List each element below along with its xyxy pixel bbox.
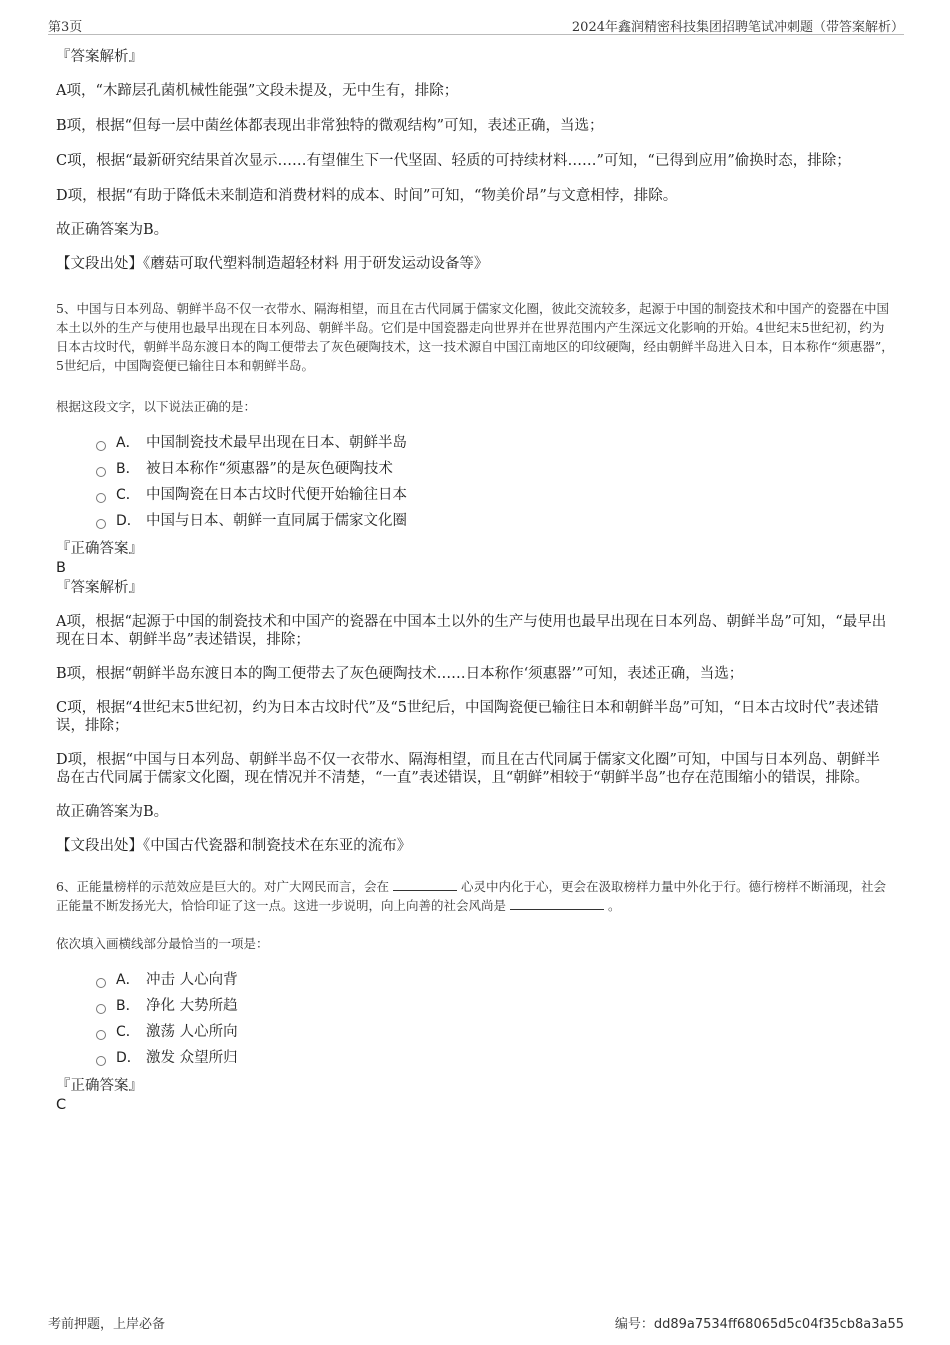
- analysis-a: A项，根据“起源于中国的制瓷技术和中国产的瓷器在中国本土以外的生产与使用也最早出现在日本列岛、朝鲜半岛”可知，“最早出现在日本、朝鲜半岛”表述错误，排除；: [56, 614, 887, 648]
- analysis-b: B项，根据“朝鲜半岛东渡日本的陶工便带去了灰色硬陶技术……日本称作‘须惠器’”可知，表述正确，当选；: [56, 666, 744, 682]
- analysis-heading: 『答案解析』: [56, 49, 143, 65]
- option-letter: B．: [116, 461, 140, 477]
- analysis-c: C项，根据“最新研究结果首次显示……有望催生下一代坚固、轻质的可持续材料……”可知，“已得到应用”偷换时态，排除；: [56, 153, 851, 169]
- document-id: [615, 1313, 904, 1332]
- question-text: [56, 877, 894, 915]
- question-text-part2: 心灵中内化于心，更会在汲取榜样力量中外化于行。德行榜样不断涌现，社会正能量不断发扬光大，恰恰印证了这一点。这进一步说明，向上向善的社会风尚是: [56, 879, 886, 913]
- option-text: 中国陶瓷在日本古坟时代便开始输往日本: [146, 487, 407, 503]
- option-a[interactable]: [96, 430, 894, 456]
- document-title: 2024年鑫润精密科技集团招聘笔试冲刺题（带答案解析）: [571, 20, 904, 35]
- fill-blank-1: [393, 878, 457, 891]
- radio-button[interactable]: [96, 978, 106, 988]
- radio-button[interactable]: [96, 1030, 106, 1040]
- page-header: [48, 14, 904, 35]
- footer-slogan: 考前押题，上岸必备: [48, 1317, 166, 1332]
- question-prompt: 根据这段文字，以下说法正确的是：: [56, 399, 257, 414]
- option-list: [96, 430, 894, 534]
- option-text: 激荡 人心所向: [146, 1024, 238, 1040]
- document-id-value: dd89a7534ff68065d5c04f35cb8a3a55: [653, 1317, 904, 1332]
- document-id-label: 编号：: [614, 1317, 654, 1332]
- radio-button[interactable]: [96, 1004, 106, 1014]
- option-text: 净化 大势所趋: [146, 998, 238, 1014]
- page-number: 第3页: [48, 20, 83, 35]
- question-6: [56, 877, 894, 1114]
- option-letter: A．: [116, 972, 140, 988]
- analysis-conclusion: 故正确答案为B。: [56, 804, 169, 820]
- option-d[interactable]: [96, 508, 894, 534]
- question-5: [56, 299, 894, 855]
- option-text: 中国与日本、朝鲜一直同属于儒家文化圈: [146, 513, 407, 529]
- correct-answer-heading: 『正确答案』: [56, 1078, 143, 1094]
- question-text-part3: 。: [608, 898, 621, 913]
- option-b[interactable]: [96, 993, 894, 1019]
- fill-blank-2: [510, 897, 604, 910]
- analysis-d: D项，根据“有助于降低未来制造和消费材料的成本、时间”可知，“物美价昂”与文意相悖，排除。: [56, 188, 678, 204]
- analysis-conclusion: 故正确答案为B。: [56, 222, 169, 238]
- radio-button[interactable]: [96, 493, 106, 503]
- option-letter: D．: [116, 513, 141, 529]
- option-letter: C．: [116, 1024, 140, 1040]
- correct-answer-heading: 『正确答案』: [56, 541, 143, 557]
- option-text: 冲击 人心向背: [146, 972, 238, 988]
- option-letter: D．: [116, 1050, 141, 1066]
- option-b[interactable]: [96, 456, 894, 482]
- radio-button[interactable]: [96, 467, 106, 477]
- option-letter: A．: [116, 435, 140, 451]
- question-text: 5、中国与日本列岛、朝鲜半岛不仅一衣带水、隔海相望，而且在古代同属于儒家文化圈，彼此交流较多，起源于中国的制瓷技术和中国产的瓷器在中国本土以外的生产与使用也最早出现在日本列岛、朝鲜半岛。它们是中国瓷器走向世界并在世界范围内产生深远文化影响的开始。4世纪末5世纪初，约为日本古坟时代，朝鲜半岛东渡日本的陶工便带去了灰色硬陶技术，这一技术源自中国江南地区的印纹硬陶，经由朝鲜半岛进入日本，日本称作“须惠器”，5世纪后，中国陶瓷便已输往日本和朝鲜半岛。: [56, 301, 894, 373]
- option-c[interactable]: [96, 1019, 894, 1045]
- radio-button[interactable]: [96, 1056, 106, 1066]
- question-prompt: 依次填入画横线部分最恰当的一项是：: [56, 936, 269, 951]
- radio-button[interactable]: [96, 519, 106, 529]
- option-list: [96, 967, 894, 1071]
- analysis-d: D项，根据“中国与日本列岛、朝鲜半岛不仅一衣带水、隔海相望，而且在古代同属于儒家文化圈”可知，中国与日本列岛、朝鲜半岛在古代同属于儒家文化圈，现在情况并不清楚，“一直”表述错误，且“朝鲜”相较于“朝鲜半岛”也存在范围缩小的错误，排除。: [56, 752, 880, 786]
- option-d[interactable]: [96, 1045, 894, 1071]
- passage-source: 【文段出处】《蘑菇可取代塑料制造超轻材料 用于研发运动设备等》: [56, 256, 489, 272]
- option-a[interactable]: [96, 967, 894, 993]
- document-body: [56, 46, 894, 1114]
- option-text: 激发 众望所归: [146, 1050, 238, 1066]
- correct-answer: B: [56, 560, 66, 576]
- passage-source: 【文段出处】《中国古代瓷器和制瓷技术在东亚的流布》: [56, 838, 412, 854]
- option-letter: C．: [116, 487, 140, 503]
- option-text: 被日本称作“须惠器”的是灰色硬陶技术: [146, 461, 393, 477]
- question-text-part1: 6、正能量榜样的示范效应是巨大的。对广大网民而言，会在: [56, 879, 389, 894]
- radio-button[interactable]: [96, 441, 106, 451]
- analysis-heading: 『答案解析』: [56, 580, 143, 596]
- option-c[interactable]: [96, 482, 894, 508]
- analysis-a: A项，“木蹄层孔菌机械性能强”文段未提及，无中生有，排除；: [56, 83, 459, 99]
- page-footer: [48, 1313, 904, 1333]
- analysis-b: B项，根据“但每一层中菌丝体都表现出非常独特的微观结构”可知，表述正确，当选；: [56, 118, 604, 134]
- correct-answer: C: [56, 1097, 67, 1113]
- q4-analysis: [56, 48, 894, 273]
- analysis-c: C项，根据“4世纪末5世纪初，约为日本古坟时代”及“5世纪后，中国陶瓷便已输往日本和朝鲜半岛”可知，“日本古坟时代”表述错误，排除；: [56, 700, 879, 734]
- option-text: 中国制瓷技术最早出现在日本、朝鲜半岛: [146, 435, 407, 451]
- option-letter: B．: [116, 998, 140, 1014]
